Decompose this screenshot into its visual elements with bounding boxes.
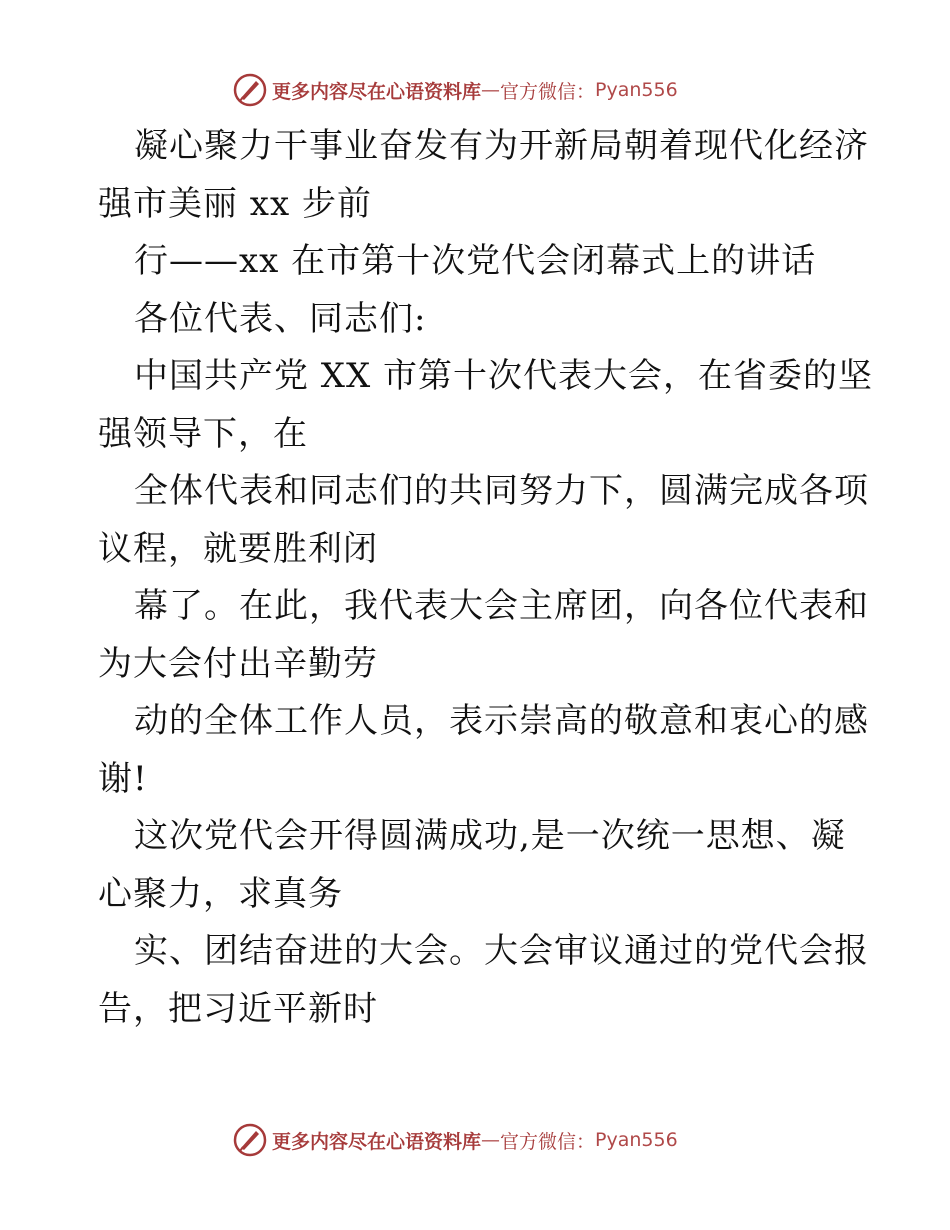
text-line: 这次党代会开得圆满成功,是一次统一思想、凝 <box>134 816 846 856</box>
footer-watermark <box>232 1122 678 1158</box>
watermark-wechat-label: 官方微信： <box>500 80 596 103</box>
quill-logo-icon <box>232 72 268 108</box>
watermark-main-text: 更多内容尽在心语资料库 <box>272 1130 482 1153</box>
text-line: 幕了。在此，我代表大会主席团，向各位代表和 <box>134 586 869 626</box>
watermark-wechat-id: Pyan556 <box>595 79 678 101</box>
watermark-separator: — <box>481 1129 501 1151</box>
text-line: 行——xx 在市第十次党代会闭幕式上的讲话 <box>134 241 817 281</box>
watermark-separator: — <box>481 79 501 101</box>
text-line: 实、团结奋进的大会。大会审议通过的党代会报 <box>134 931 869 971</box>
text-line: 强市美丽 xx 步前 <box>98 183 372 224</box>
text-line: 中国共产党 XX 市第十次代表大会，在省委的坚 <box>134 356 874 396</box>
text-line: 各位代表、同志们: <box>134 298 427 339</box>
text-line: 议程，就要胜利闭 <box>98 528 378 569</box>
text-line: 告，把习近平新时 <box>98 988 378 1029</box>
text-line: 谢! <box>98 758 148 799</box>
text-line: 为大会付出辛勤劳 <box>98 643 378 684</box>
text-line: 强领导下，在 <box>98 413 308 454</box>
text-line: 心聚力，求真务 <box>98 873 343 914</box>
document-body <box>98 118 874 1038</box>
watermark-wechat-label: 官方微信： <box>500 1130 596 1153</box>
header-watermark <box>232 72 678 108</box>
watermark-wechat-id: Pyan556 <box>595 1129 678 1151</box>
quill-logo-icon <box>232 1122 268 1158</box>
text-line: 凝心聚力干事业奋发有为开新局朝着现代化经济 <box>134 126 869 166</box>
text-line: 动的全体工作人员，表示崇高的敬意和衷心的感 <box>134 701 869 741</box>
text-line: 全体代表和同志们的共同努力下，圆满完成各项 <box>134 471 869 511</box>
watermark-main-text: 更多内容尽在心语资料库 <box>272 80 482 103</box>
